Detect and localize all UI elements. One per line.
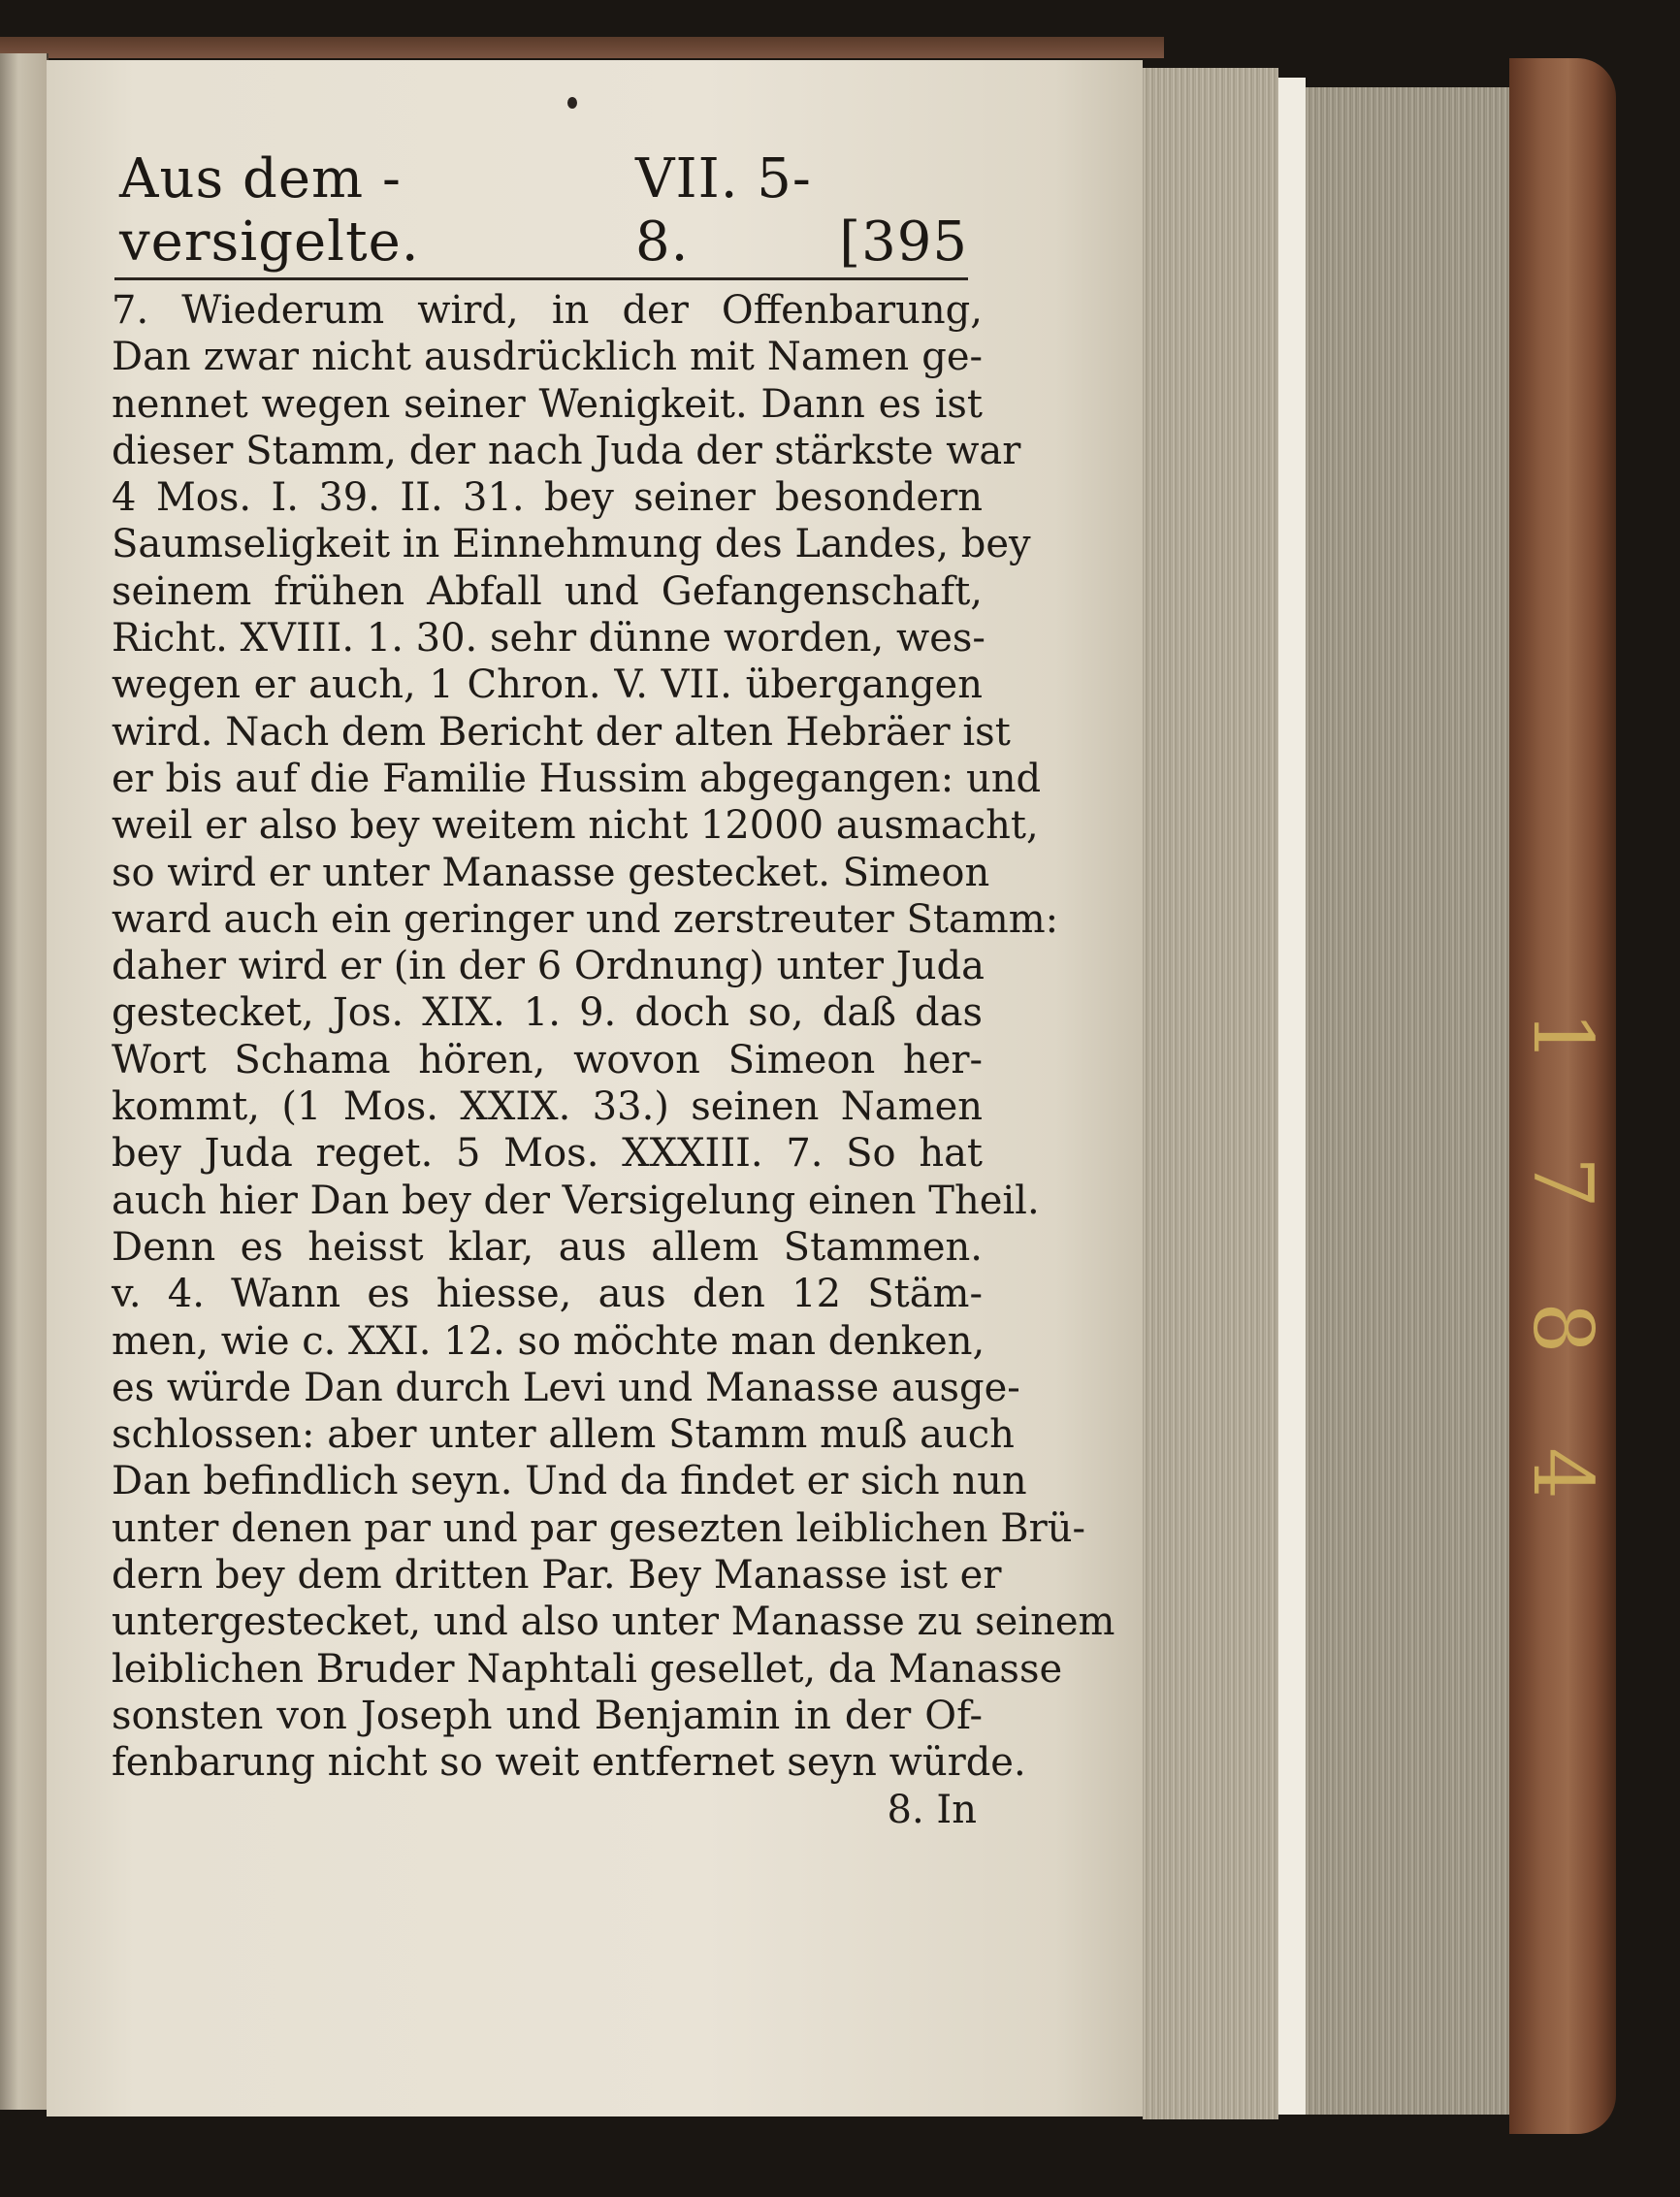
text-line: nennet wegen seiner Wenigkeit. Dann es ist [112, 381, 983, 427]
spine-year-digit: 8 [1515, 1302, 1610, 1354]
spine-year-digit: 4 [1515, 1447, 1610, 1500]
text-line: v. 4. Wann es hiesse, aus den 12 Stäm- [112, 1272, 983, 1317]
text-line: fenbarung nicht so weit entfernet seyn würde. [112, 1740, 1026, 1786]
text-line: dern bey dem dritten Par. Bey Manasse ist er [112, 1553, 1002, 1599]
text-line: bey Juda reget. 5 Mos. XXXIII. 7. So hat [112, 1131, 983, 1177]
head-rule [114, 277, 968, 280]
text-line: Richt. XVIII. 1. 30. sehr dünne worden, wes- [112, 616, 985, 662]
text-line: kommt, (1 Mos. XXIX. 33.) seinen Namen [112, 1084, 983, 1130]
text-line: 4 Mos. I. 39. II. 31. bey seiner besondern [112, 475, 983, 521]
text-line: weil er also bey weitem nicht 12000 ausmacht, [112, 803, 1039, 849]
text-line: so wird er unter Manasse gestecket. Simeon [112, 850, 990, 895]
body-text [112, 287, 1115, 1833]
text-line: Wort Schama hören, wovon Simeon her- [112, 1037, 983, 1082]
running-head-chapter: VII. 5-8. [635, 147, 812, 274]
text-line: schlossen: aber unter allem Stamm muß auch [112, 1412, 1015, 1458]
page-number: [395 [839, 210, 968, 274]
text-line: Saumseligkeit in Einnehmung des Landes, bey [112, 522, 1031, 567]
ink-spot [567, 97, 577, 109]
text-line: Dan zwar nicht ausdrücklich mit Namen ge- [112, 335, 983, 380]
page-fore-edge [1143, 68, 1278, 2119]
text-line: daher wird er (in der 6 Ordnung) unter Juda [112, 944, 985, 989]
book-spine [1509, 58, 1616, 2134]
text-line: sonsten von Joseph und Benjamin in der Of- [112, 1693, 983, 1738]
text-line: untergestecket, und also unter Manasse zu seinem [112, 1599, 1115, 1645]
text-line: seinem frühen Abfall und Gefangenschaft, [112, 568, 983, 614]
text-line: wegen er auch, 1 Chron. V. VII. übergangen [112, 662, 983, 708]
left-cover-edge [0, 37, 1164, 58]
spine-year-digit: 1 [1515, 1011, 1610, 1063]
text-line: Dan befindlich seyn. Und da findet er sich nun [112, 1459, 1027, 1504]
text-line: wird. Nach dem Bericht der alten Hebräer ist [112, 709, 1011, 755]
text-line: auch hier Dan bey der Versigelung einen Theil. [112, 1178, 1040, 1223]
text-line: es würde Dan durch Levi und Manasse ausge- [112, 1365, 1020, 1410]
catchword: 8. In [887, 1787, 977, 1832]
page-fore-edge-light [1278, 78, 1306, 2115]
text-line: leiblichen Bruder Naphtali gesellet, da Manasse [112, 1646, 1063, 1692]
text-line: ward auch ein geringer und zerstreuter Stamm: [112, 896, 1059, 942]
text-line: 7. Wiederum wird, in der Offenbarung, [112, 288, 983, 333]
running-head-title: Aus dem -versigelte. [119, 147, 420, 274]
spine-year-digit: 7 [1515, 1156, 1610, 1209]
previous-page-edge [0, 53, 48, 2110]
text-line: Denn es heisst klar, aus allem Stammen. [112, 1224, 983, 1270]
page-block-edge [1306, 87, 1509, 2115]
text-line: unter denen par und par gesezten leiblichen Brü- [112, 1505, 1086, 1551]
text-line: men, wie c. XXI. 12. so möchte man denken, [112, 1318, 985, 1364]
text-line: er bis auf die Familie Hussim abgegangen: und [112, 756, 1042, 801]
text-line: dieser Stamm, der nach Juda der stärkste war [112, 428, 1021, 473]
text-line: gestecket, Jos. XIX. 1. 9. doch so, daß das [112, 990, 983, 1036]
running-head [119, 147, 968, 274]
